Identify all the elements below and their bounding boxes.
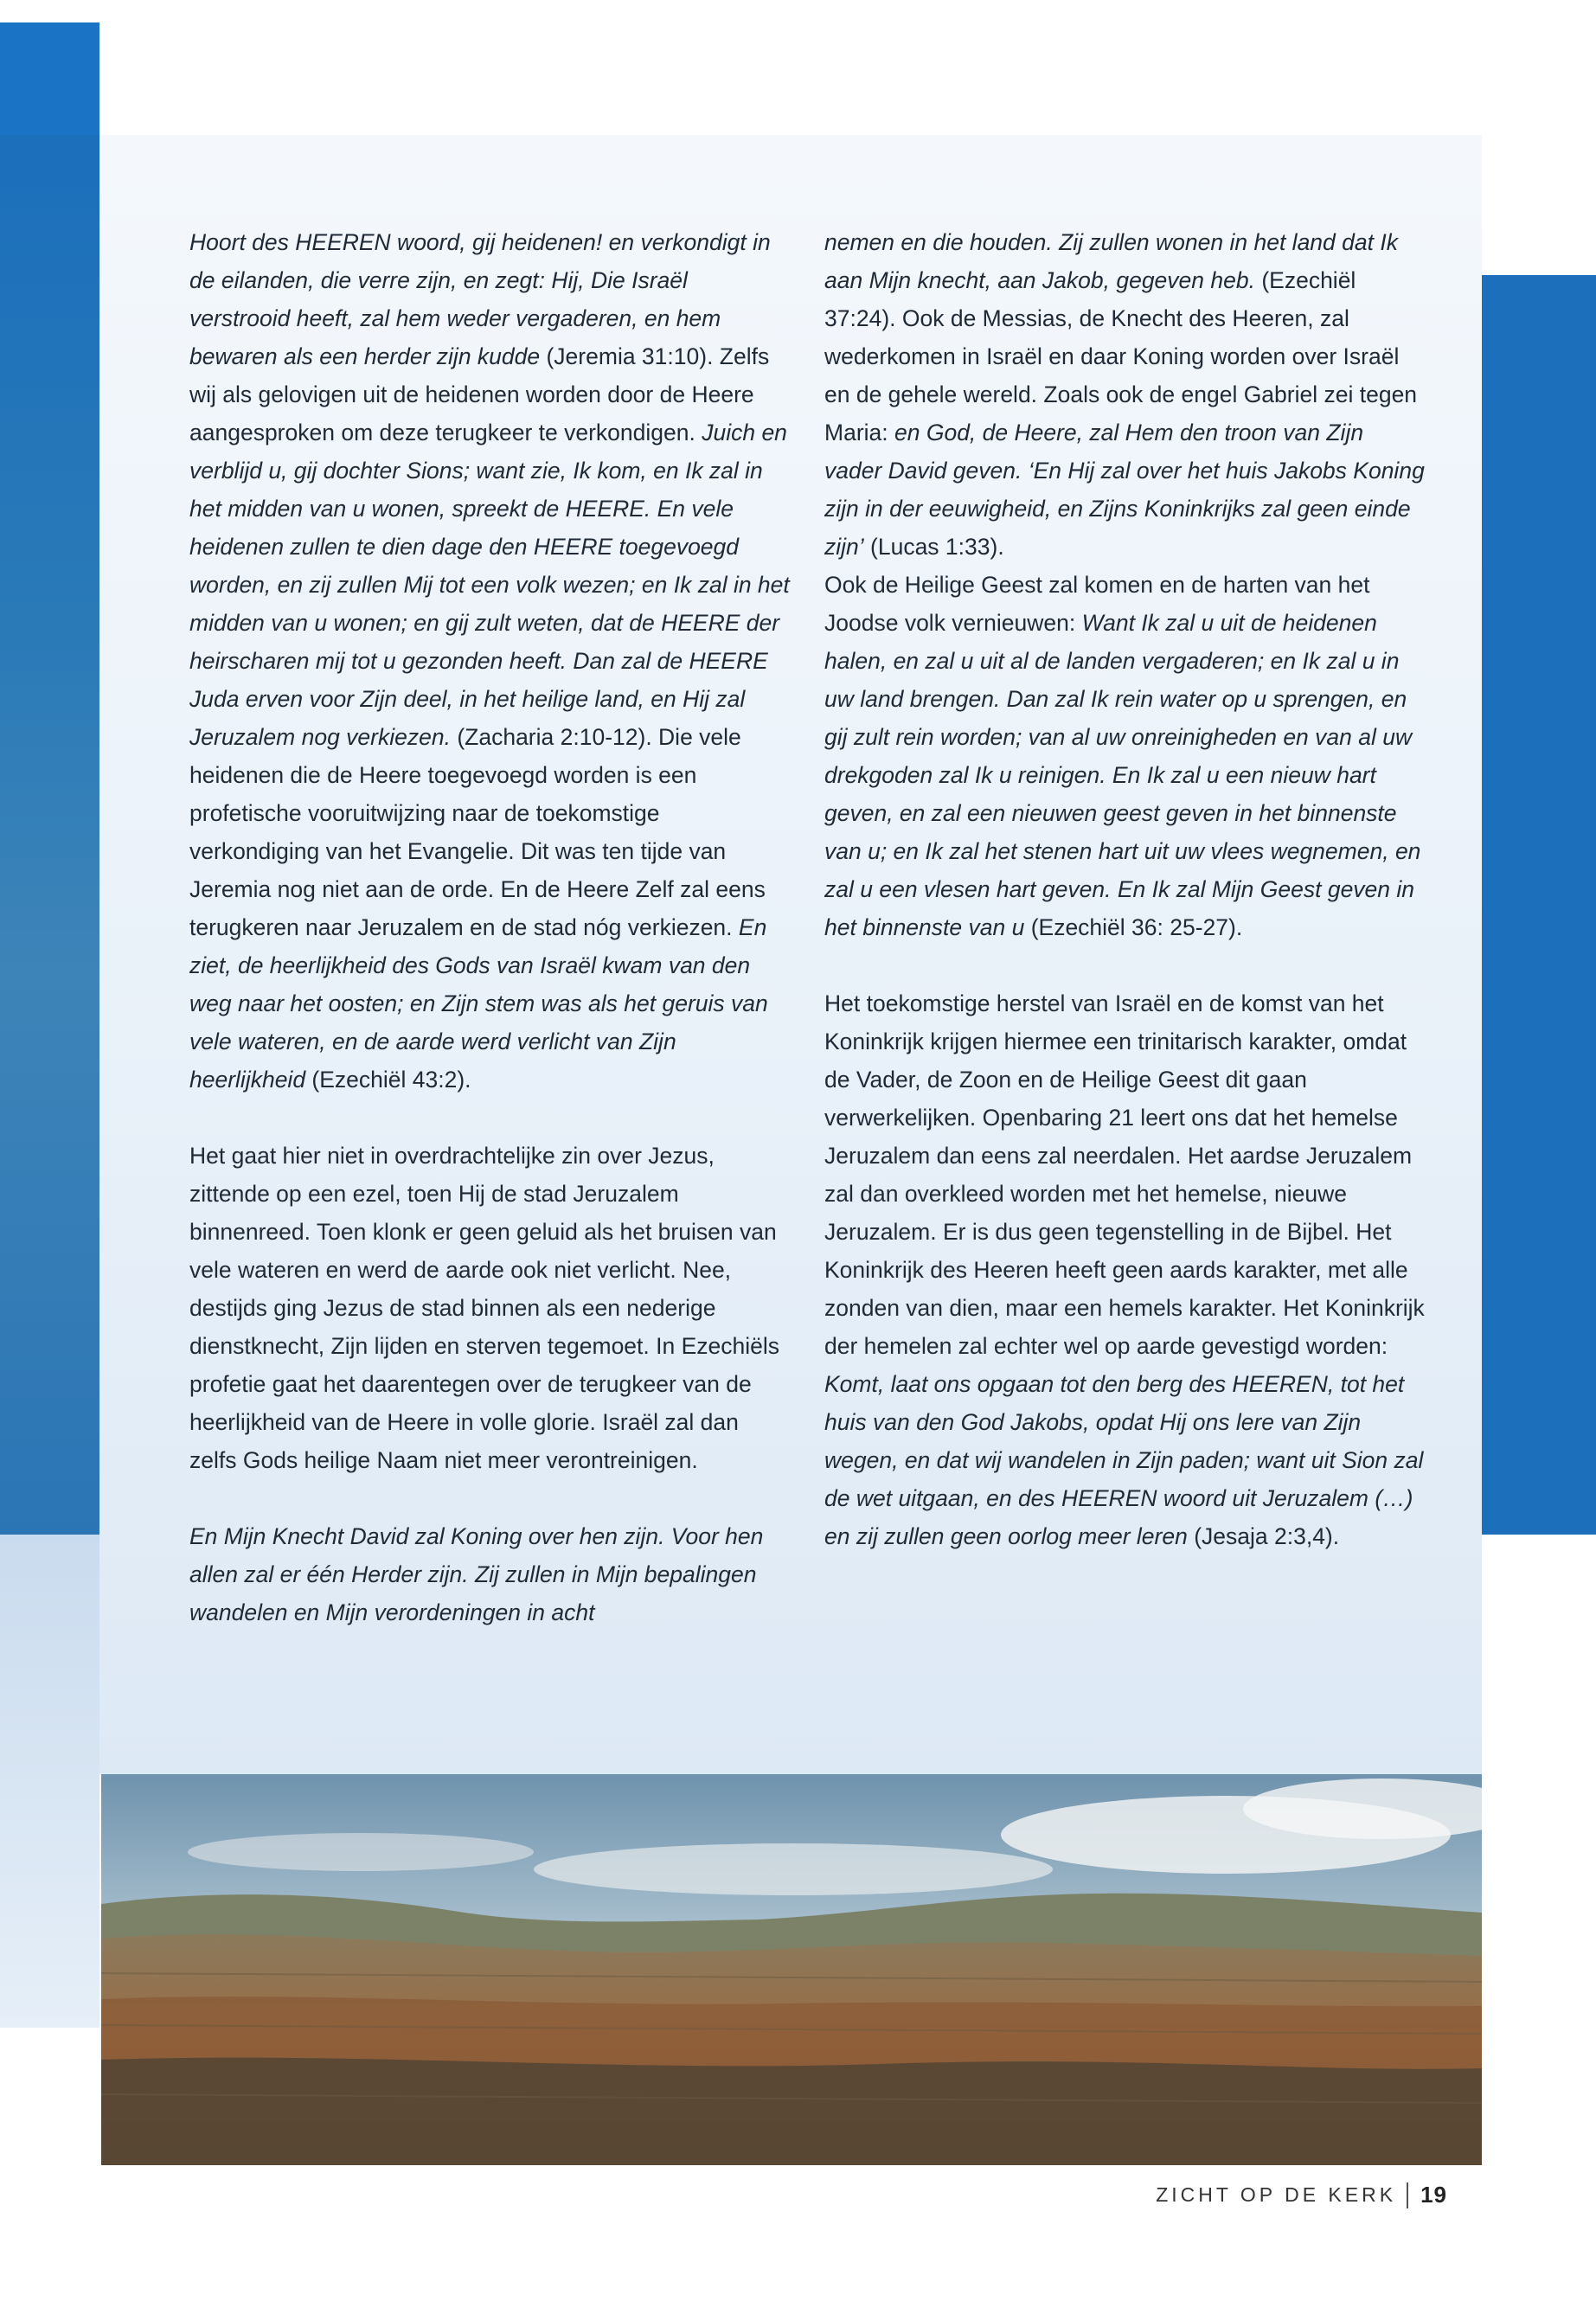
quote: En Mijn Knecht David zal Koning over hen zijn. Voor hen allen zal er één Herder zijn. Zij zullen in Mijn bepalingen wandelen en Mijn verordeningen in acht [189,1523,764,1625]
blue-band-right [1482,275,1596,1535]
blue-band-left [0,135,99,1535]
paragraph [189,223,791,1099]
light-band-left [0,1535,99,2028]
paragraph [824,984,1426,1555]
body-text: (Ezechiël 37:24). Ook de Messias, de Knecht des Heeren, zal wederkomen in Israël en daar Koning worden over Israël en de gehele wereld. Zoals ook de engel Gabriel zei tegen Maria: [824,267,1418,445]
article-column-right [824,223,1426,1555]
quote: Hoort des HEEREN woord, gij heidenen! en verkondigt in de eilanden, die verre zijn, en zegt: Hij, Die Israël verstrooid heeft, zal hem weder vergaderen, en hem bewaren als een herder zijn kudde [189,229,771,369]
body-text: (Ezechiël 43:2). [305,1067,471,1093]
page-number: 19 [1420,2182,1447,2208]
body-text: Het toekomstige herstel van Israël en de komst van het Koninkrijk krijgen hiermee een trinitarisch karakter, omdat de Vader, de Zoon en de Heilige Geest dit gaan verwerkelijken. Openbaring 21 leert ons dat het hemelse Jeruzalem dan eens zal neerdalen. Het aardse Jeruzalem zal dan overkleed worden met het hemelse, nieuwe Jeruzalem. Er is dus geen tegenstelling in de Bijbel. Het Koninkrijk des Heeren heeft geen aards karakter, met alle zonden van dien, maar een hemels karakter. Het Koninkrijk der hemelen zal echter wel op aarde gevestigd worden: [824,990,1425,1359]
body-text: Ook de Heilige Geest zal komen en de harten van het Joodse volk vernieuwen: [824,572,1370,636]
quote: En ziet, de heerlijkheid des Gods van Israël kwam van den weg naar het oosten; en Zijn stem was als het geruis van vele wateren, en de aarde werd verlicht van Zijn heerlijkheid [189,914,768,1093]
paragraph: Het gaat hier niet in overdrachtelijke zin over Jezus, zittende op een ezel, toen Hij de stad Jeruzalem binnenreed. Toen klonk er geen geluid als het bruisen van vele wateren en werd de aarde ook niet verlicht. Nee, destijds ging Jezus de stad binnen als een nederige dienstknecht, Zijn lijden en sterven tegemoet. In Ezechiëls profetie gaat het daarentegen over de terugkeer van de heerlijkheid van de Heere in volle glorie. Israël zal dan zelfs Gods heilige Naam niet meer verontreinigen. [189,1143,780,1473]
body-text: (Jesaja 2:3,4). [1187,1523,1340,1549]
quote: Juich en verblijd u, gij dochter Sions; want zie, Ik kom, en Ik zal in het midden van u wonen, spreekt de HEERE. En vele heidenen zullen te dien dage den HEERE toegevoegd worden, en zij zullen Mij tot een volk wezen; en Ik zal in het midden van u wonen; en gij zult weten, dat de HEERE der heirscharen mij tot u gezonden heeft. Dan zal de HEERE Juda erven voor Zijn deel, in het heilige land, en Hij zal Jeruzalem nog verkiezen. [189,420,790,750]
landscape-photo [101,1774,1482,2165]
body-text: (Lucas 1:33). [863,534,1004,560]
quote: en God, de Heere, zal Hem den troon van Zijn vader David geven. ‘En Hij zal over het huis Jakobs Koning zijn in der eeuwigheid, en Zijns Koninkrijks zal geen einde zijn’ [824,420,1425,560]
quote: nemen en die houden. Zij zullen wonen in het land dat Ik aan Mijn knecht, aan Jakob, gegeven heb. [824,229,1398,293]
quote: Want Ik zal u uit de heidenen halen, en zal u uit al de landen vergaderen; en Ik zal u in uw land brengen. Dan zal Ik rein water op u sprengen, en gij zult rein worden; van al uw onreinigheden en van al uw drekgoden zal Ik u reinigen. En Ik zal u een nieuw hart geven, en zal een nieuwen geest geven in het binnenste van u; en Ik zal het stenen hart uit uw vlees wegnemen, en zal u een vlesen hart geven. En Ik zal Mijn Geest geven in het binnenste van u [824,610,1421,940]
paragraph [824,223,1426,566]
body-text: (Ezechiël 36: 25-27). [1024,914,1243,940]
quote: Komt, laat ons opgaan tot den berg des HEEREN, tot het huis van den God Jakobs, opdat Hij ons lere van Zijn wegen, en dat wij wandelen in Zijn paden; want uit Sion zal de wet uitgaan, en des HEEREN woord uit Jeruzalem (…) en zij zullen geen oorlog meer leren [824,1371,1424,1549]
blue-band-top-left [0,22,99,135]
paragraph [824,566,1426,946]
body-text: (Zacharia 2:10-12). Die vele heidenen die de Heere toegevoegd worden is een profetische vooruitwijzing naar de toekomstige verkondiging van het Evangelie. Dit was ten tijde van Jeremia nog niet aan de orde. En de Heere Zelf zal eens terugkeren naar Jeruzalem en de stad nóg verkiezen. [189,724,766,940]
body-text: (Jeremia 31:10). Zelfs wij als gelovigen uit de heidenen worden door de Heere aangesproken om deze terugkeer te verkondigen. [189,343,770,445]
magazine-title: ZICHT OP DE KERK [1156,2183,1397,2206]
page-footer [1156,2182,1447,2208]
paragraph [189,1517,791,1631]
footer-divider [1407,2182,1408,2208]
article-column-left [189,223,791,1631]
